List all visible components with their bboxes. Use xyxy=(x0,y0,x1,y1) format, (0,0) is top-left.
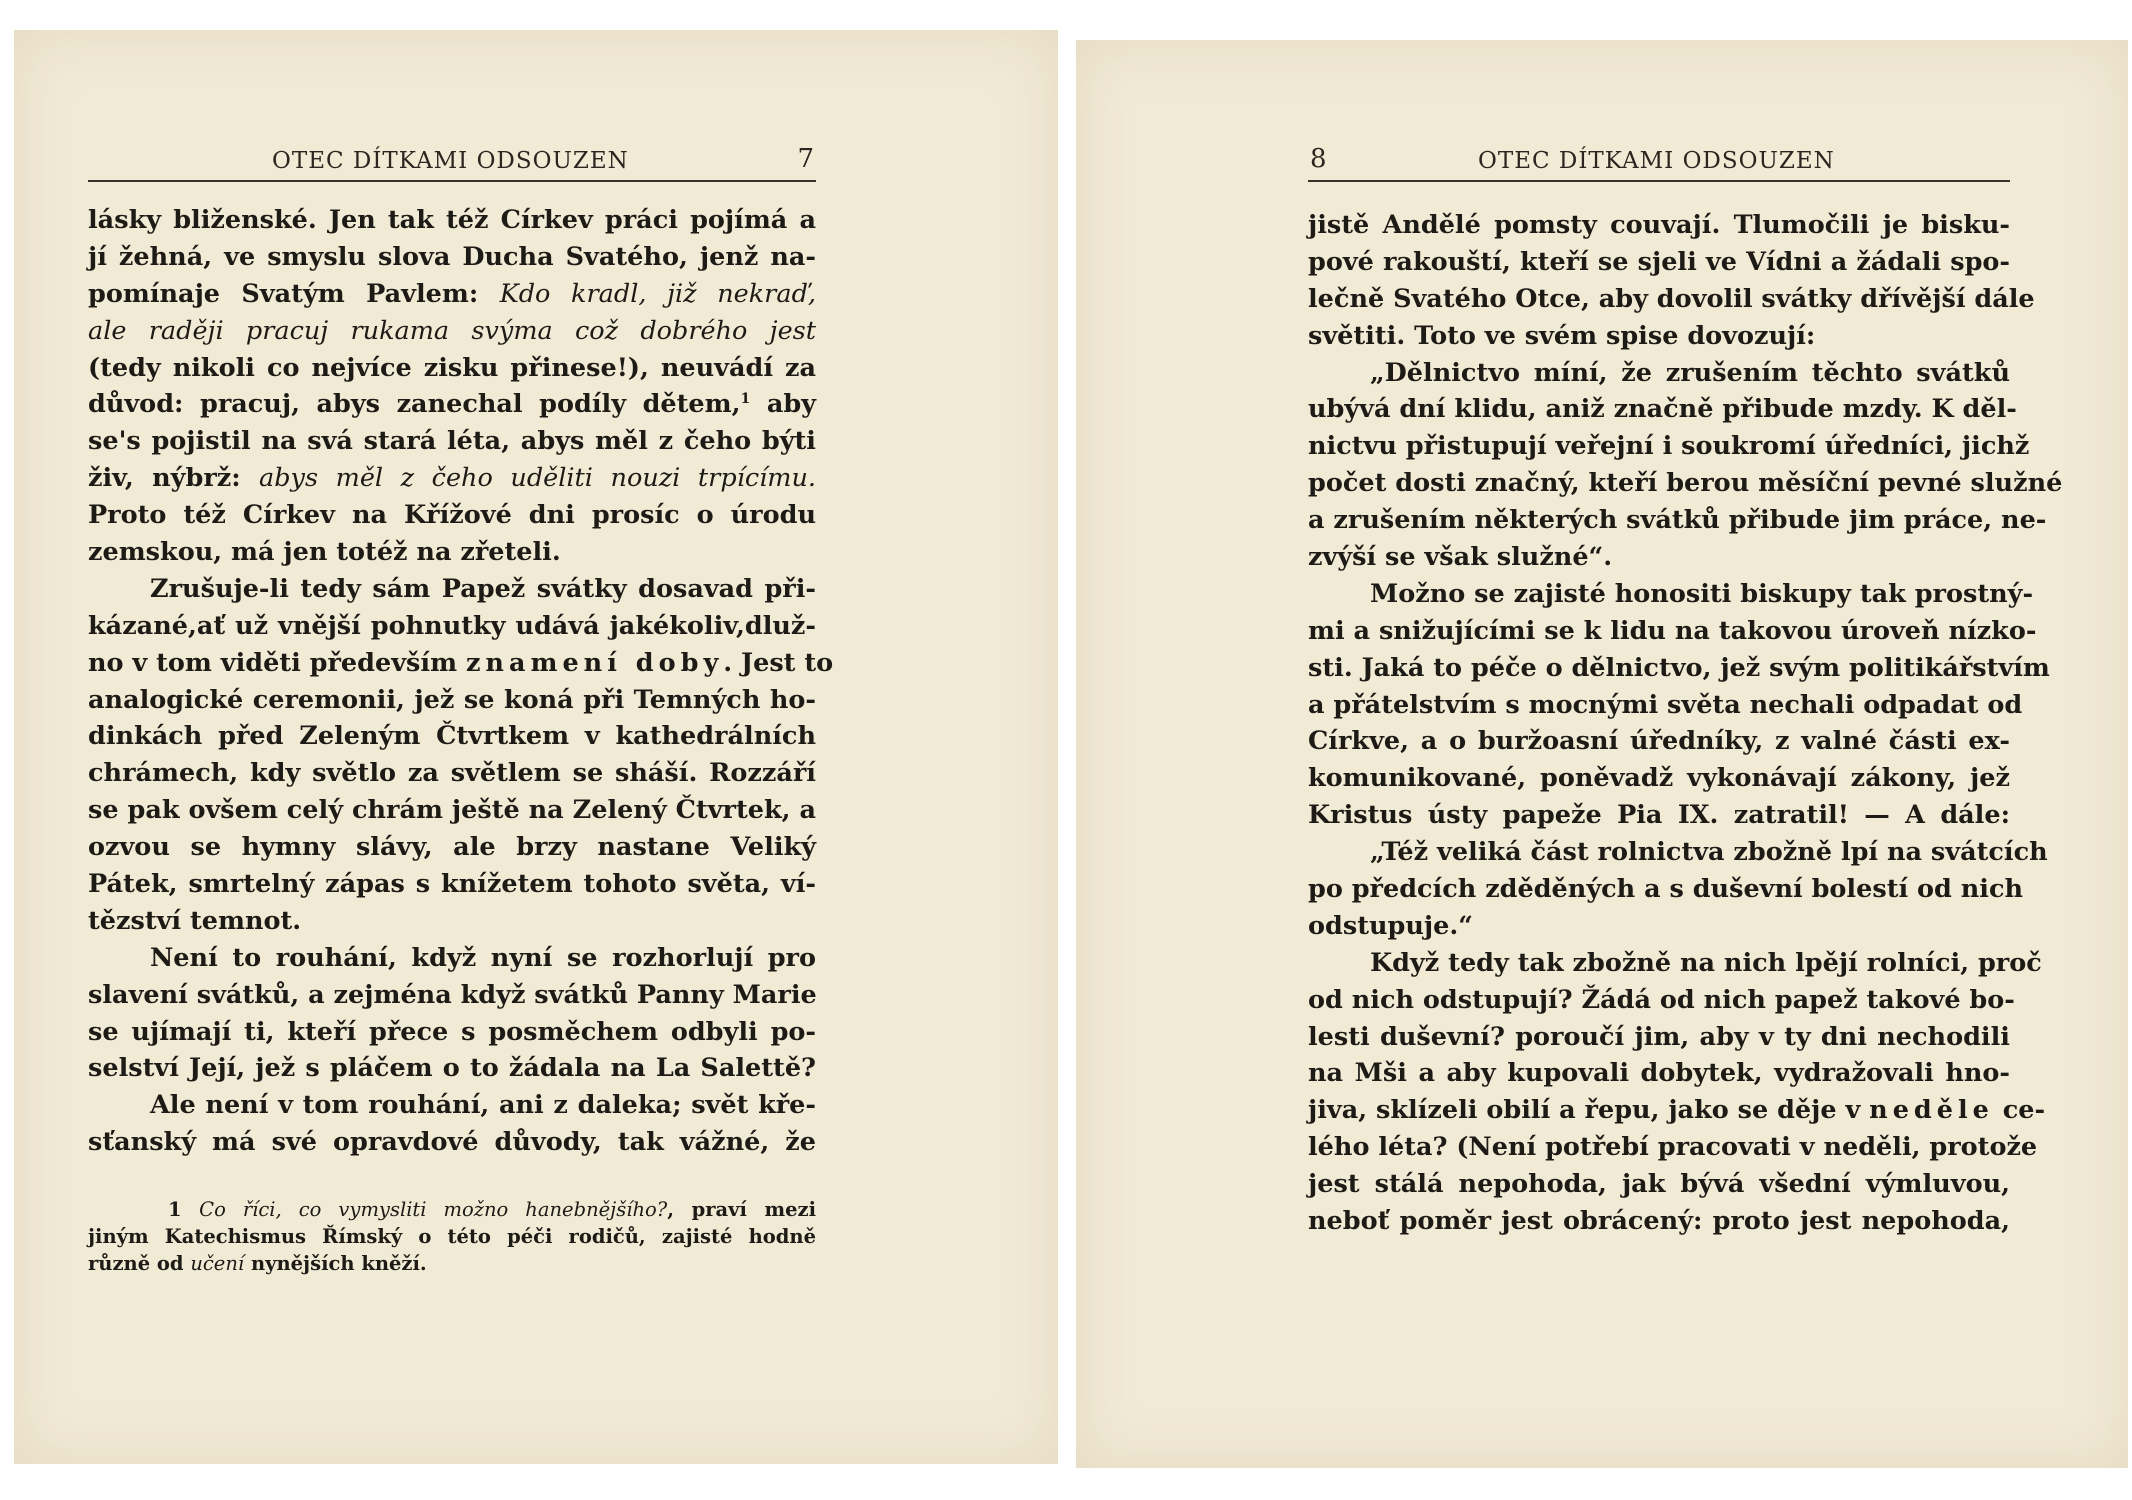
text-line: se's pojistil na svá stará léta, abys měl z čeho býti xyxy=(88,426,816,457)
left-body-text xyxy=(88,202,834,1161)
text-line: a přátelstvím s mocnými světa nechali odpadat od xyxy=(1308,689,2023,720)
gutter xyxy=(1058,0,1076,1500)
right-running-title: OTEC DÍTKAMI ODSOUZEN xyxy=(1478,148,1835,174)
text-line: na Mši a aby kupovali dobytek, vydražovali hno- xyxy=(1308,1058,2010,1089)
text-line: zemskou, má jen totéž na zřeteli. xyxy=(88,537,561,568)
text-line: odstupuje.“ xyxy=(1308,910,1473,941)
text-line: Když tedy tak zbožně na nich lpějí rolníci, proč xyxy=(1370,947,2042,978)
text-line: pomínaje Svatým Pavlem: Kdo kradl, již nekraď, xyxy=(88,278,816,309)
text-line: „Dělnictvo míní, že zrušením těchto svátků xyxy=(1370,357,2010,388)
left-running-title: OTEC DÍTKAMI ODSOUZEN xyxy=(272,148,629,174)
text-line: analogické ceremonii, jež se koná při Temných ho- xyxy=(88,684,816,715)
text-line: selství Její, jež s pláčem o to žádala na La Salettě? xyxy=(88,1053,816,1084)
text-line: jistě Andělé pomsty couvají. Tlumočili je bisku- xyxy=(1308,210,2010,240)
text-line: Kristus ústy papeže Pia IX. zatratil! — A dále: xyxy=(1308,800,2010,831)
footnote-line: 1 Co říci, co vymysliti možno hanebnějšího?, praví mezi xyxy=(168,1198,816,1221)
text-line: ubývá dní klidu, aniž značně přibude mzdy. K děl- xyxy=(1308,394,2017,425)
text-line: lesti duševní? poroučí jim, aby v ty dni nechodili xyxy=(1308,1021,2010,1052)
text-line: mi a snižujícími se k lidu na takovou úroveň nízko- xyxy=(1308,615,2037,646)
text-line: no v tom viděti především znamení doby. Jest to xyxy=(88,647,834,678)
footnote xyxy=(88,1196,816,1277)
right-page xyxy=(1076,40,2128,1468)
left-running-head xyxy=(88,140,816,182)
text-line: lého léta? (Není potřebí pracovati v neděli, protože xyxy=(1308,1132,2038,1163)
footnote-line: jiným Katechismus Římský o této péči rodičů, zajisté hodně xyxy=(88,1225,816,1248)
text-line: se pak ovšem celý chrám ještě na Zelený Čtvrtek, a xyxy=(88,795,816,826)
text-line: Zrušuje-li tedy sám Papež svátky dosavad při- xyxy=(150,573,816,604)
text-line: (tedy nikoli co nejvíce zisku přinese!), neuvádí za xyxy=(88,352,816,383)
text-line: pové rakouští, kteří se sjeli ve Vídni a žádali spo- xyxy=(1308,246,2010,277)
text-line: „Též veliká část rolnictva zbožně lpí na svátcích xyxy=(1370,837,2048,868)
text-line: jiva, sklízeli obilí a řepu, jako se děje v neděle ce- xyxy=(1308,1095,2046,1126)
text-line: důvod: pracuj, abys zanechal podíly dětem,$^1$ aby xyxy=(88,389,816,420)
text-line: jest stálá nepohoda, jak bývá všední výmluvou, xyxy=(1308,1169,2010,1200)
right-body-text xyxy=(1308,207,2063,1240)
text-line: světiti. Toto ve svém spise dovozují: xyxy=(1308,320,1816,351)
text-line: zvýší se však služné“. xyxy=(1308,542,1613,573)
text-line: Církve, a o buržoasní úředníky, z valné části ex- xyxy=(1308,726,2010,757)
text-line: sťanský má své opravdové důvody, tak vážné, že xyxy=(88,1127,816,1158)
text-line: Ale není v tom rouhání, ani z daleka; svět kře- xyxy=(150,1090,816,1121)
footnote-number: 1 xyxy=(168,1198,182,1221)
spaced-emphasis: neděle xyxy=(1869,1095,1994,1126)
footnote-marker: 1 xyxy=(740,391,751,408)
spaced-emphasis: znamení doby xyxy=(465,647,724,678)
italic-quote: abys měl z čeho uděliti nouzi trpícímu. xyxy=(259,463,816,494)
left-page-number: 7 xyxy=(797,144,814,174)
text-line: nictvu přistupují veřejní i soukromí úředníci, jichž xyxy=(1308,431,2030,462)
text-line: počet dosti značný, kteří berou měsíční pevné služné xyxy=(1308,468,2063,499)
text-line: ozvou se hymny slávy, ale brzy nastane Veliký xyxy=(88,832,816,863)
text-line: tězství temnot. xyxy=(88,905,302,936)
text-line: lečně Svatého Otce, aby dovolil svátky dřívější dále xyxy=(1308,283,2035,314)
text-line: neboť poměr jest obrácený: proto jest nepohoda, xyxy=(1308,1206,2010,1237)
text-line: Pátek, smrtelný zápas s knížetem tohoto světa, ví- xyxy=(88,869,816,900)
text-line: kázané,ať už vnější pohnutky udává jakékoliv,dluž- xyxy=(88,610,816,641)
text-line: sti. Jaká to péče o dělnictvo, jež svým politikářstvím xyxy=(1308,652,2050,683)
italic-quote: ale raději pracuj rukama svýma což dobrého jest xyxy=(88,315,816,346)
text-line: lásky bliženské. Jen tak též Církev práci pojímá a xyxy=(88,205,816,235)
text-line: Možno se zajisté honositi biskupy tak prostný- xyxy=(1370,578,2034,609)
right-running-head xyxy=(1308,140,2010,182)
italic-quote: Kdo kradl, již nekraď, xyxy=(499,278,816,309)
text-line: se ujímají ti, kteří přece s posměchem odbyli po- xyxy=(88,1016,816,1047)
text-line: po předcích zděděných a s duševní bolestí od nich xyxy=(1308,874,2024,905)
text-line: komunikované, poněvadž vykonávají zákony, jež xyxy=(1308,763,2010,794)
right-page-number: 8 xyxy=(1310,144,1327,174)
footnote-line: různě od učení nynějších kněží. xyxy=(88,1252,427,1275)
text-line: slavení svátků, a zejména když svátků Panny Marie xyxy=(88,979,817,1010)
text-line: Není to rouhání, když nyní se rozhorlují pro xyxy=(150,942,816,973)
text-line xyxy=(88,313,816,350)
text-line: od nich odstupují? Žádá od nich papež takové bo- xyxy=(1308,984,2015,1015)
text-line: Proto též Církev na Křížové dni prosíc o úrodu xyxy=(88,500,816,531)
left-page xyxy=(14,30,1058,1464)
text-line: chrámech, kdy světlo za světlem se sháší. Rozzáří xyxy=(88,758,816,789)
text-line: živ, nýbrž: abys měl z čeho uděliti nouzi trpícímu. xyxy=(88,463,816,494)
text-line: dinkách před Zeleným Čtvrtkem v kathedrálních xyxy=(88,721,816,752)
text-line: a zrušením některých svátků přibude jim práce, ne- xyxy=(1308,505,2047,536)
text-line: jí žehná, ve smyslu slova Ducha Svatého, jenž na- xyxy=(88,241,816,272)
